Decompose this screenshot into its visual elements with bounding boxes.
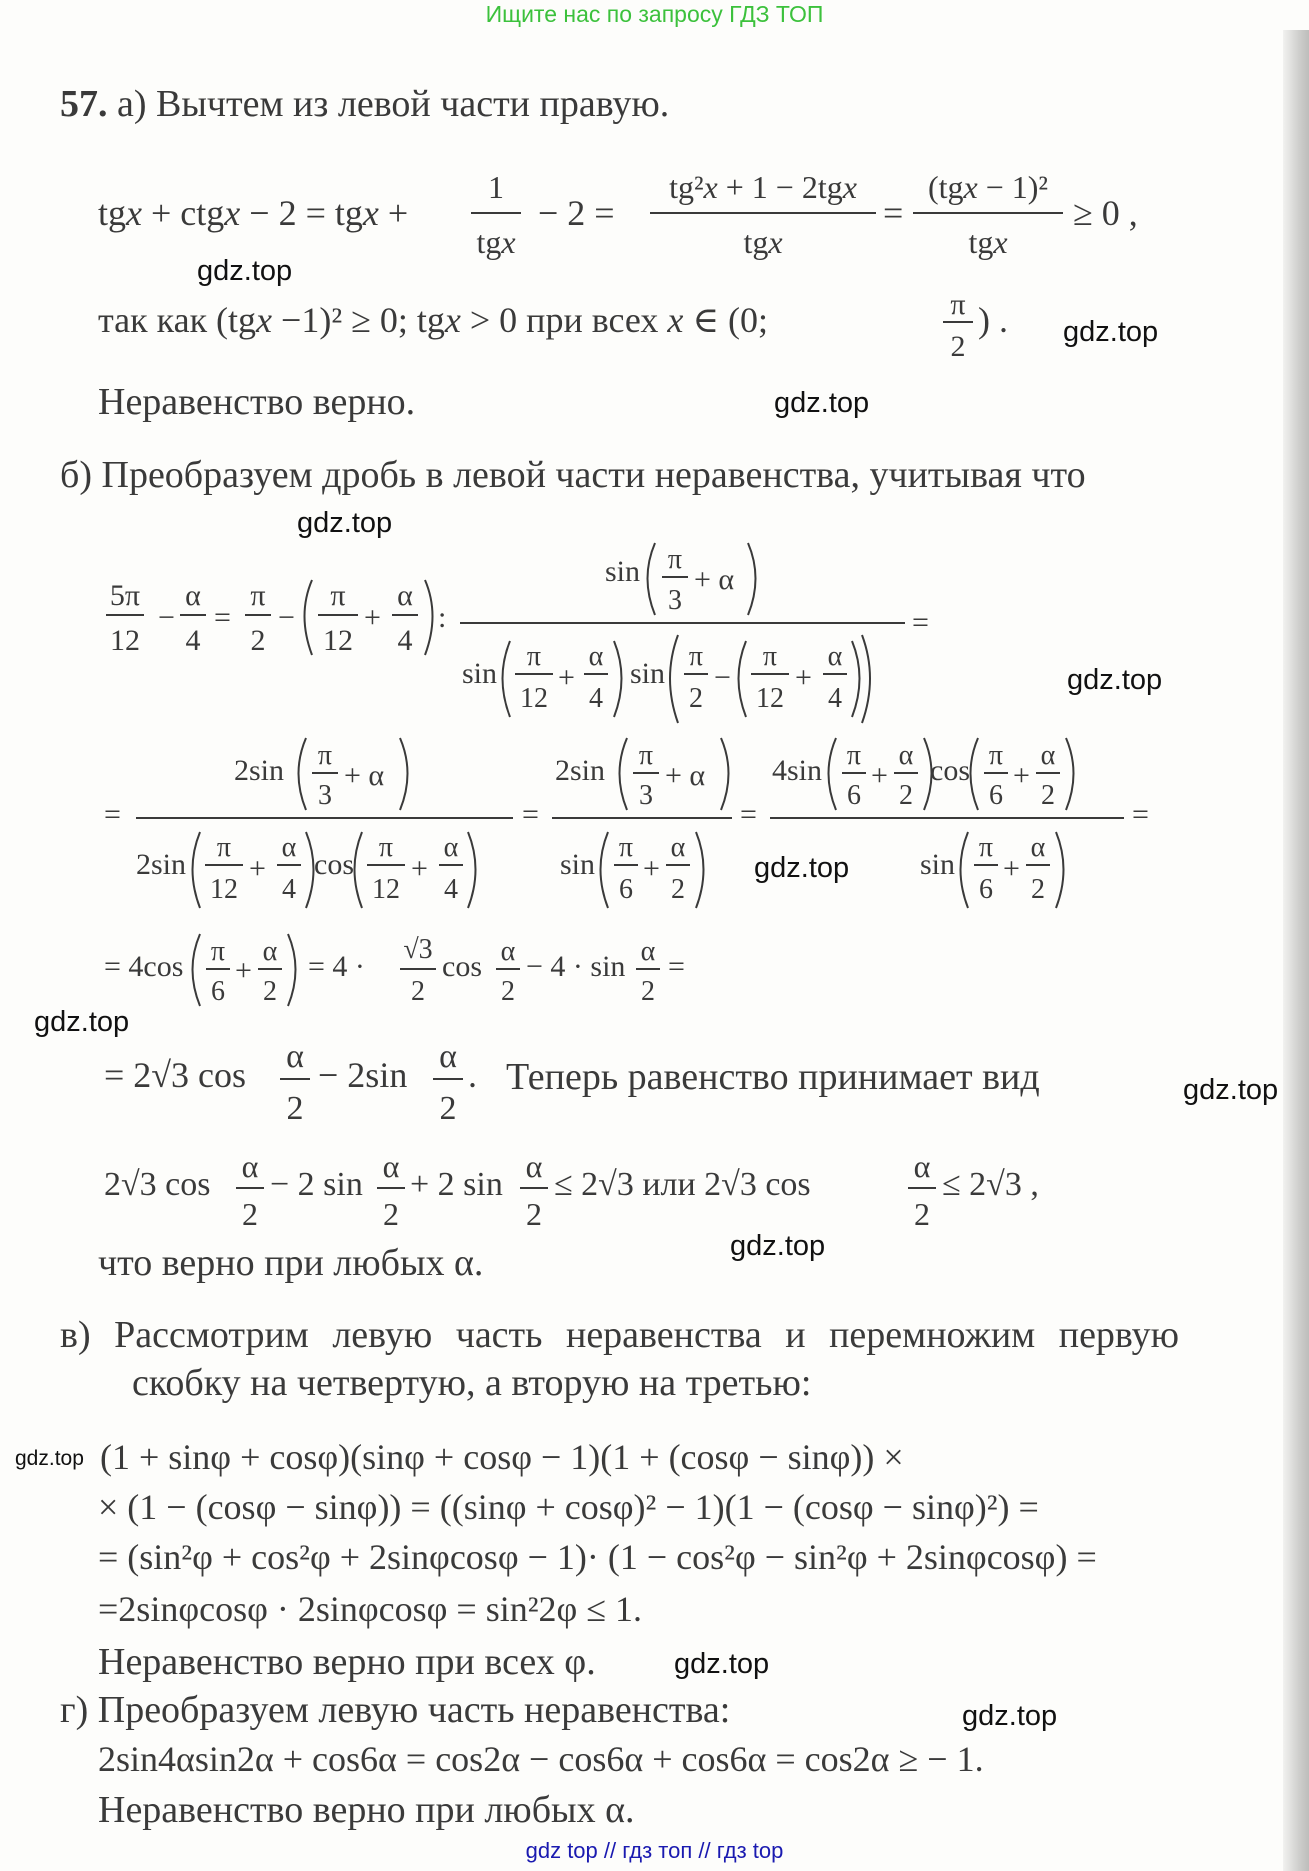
footer-links[interactable]: gdz top // гдз топ // гдз top bbox=[525, 1838, 784, 1863]
page-edge-shadow bbox=[1283, 30, 1309, 1871]
svg-text:−: − bbox=[158, 601, 175, 634]
svg-text:α: α bbox=[670, 832, 686, 863]
svg-text:+: + bbox=[249, 852, 266, 885]
formula-b-1 bbox=[100, 535, 950, 730]
svg-text:+: + bbox=[364, 601, 381, 634]
svg-text:+: + bbox=[235, 954, 252, 987]
svg-text:2: 2 bbox=[689, 683, 703, 714]
svg-text:α: α bbox=[913, 1148, 931, 1184]
formula-b-4 bbox=[100, 1035, 500, 1135]
svg-text:− 2 sin: − 2 sin bbox=[270, 1166, 363, 1203]
problem-a-heading bbox=[60, 84, 669, 126]
svg-text:+: + bbox=[411, 852, 428, 885]
svg-text:α: α bbox=[185, 579, 201, 612]
svg-text:cos: cos bbox=[442, 950, 482, 983]
svg-text:2: 2 bbox=[950, 330, 966, 363]
svg-text:=: = bbox=[214, 601, 231, 634]
svg-text:sin: sin bbox=[920, 848, 956, 881]
svg-text:−: − bbox=[714, 661, 731, 694]
svg-text:α: α bbox=[827, 641, 843, 672]
svg-text:.: . bbox=[468, 1055, 477, 1095]
svg-text:+: + bbox=[1003, 852, 1020, 885]
svg-text:6: 6 bbox=[989, 780, 1003, 811]
svg-text:π: π bbox=[378, 832, 394, 863]
svg-text:2: 2 bbox=[671, 874, 685, 905]
svg-text:α: α bbox=[439, 1038, 457, 1075]
svg-text:2: 2 bbox=[242, 1196, 258, 1232]
svg-text:2: 2 bbox=[383, 1196, 399, 1232]
watermark-text: gdz.top bbox=[1063, 316, 1159, 348]
part-v-intro-2: скобку на четвертую, а вторую на третью: bbox=[132, 1362, 812, 1404]
svg-text:3: 3 bbox=[668, 585, 682, 616]
svg-text:sin: sin bbox=[560, 848, 596, 881]
part-b-conclusion: что верно при любых α. bbox=[98, 1242, 484, 1284]
svg-text:≥ 0 ,: ≥ 0 , bbox=[1073, 193, 1138, 233]
svg-text:4: 4 bbox=[185, 624, 201, 657]
svg-text:2: 2 bbox=[250, 624, 266, 657]
watermark-text: gdz.top bbox=[297, 507, 393, 539]
svg-text:α: α bbox=[898, 740, 914, 771]
part-b-label: б) bbox=[60, 454, 92, 496]
watermark-text: gdz.top bbox=[774, 387, 870, 419]
svg-text:4: 4 bbox=[828, 683, 842, 714]
svg-text:5π: 5π bbox=[109, 579, 141, 612]
svg-text:3: 3 bbox=[639, 780, 653, 811]
svg-text:π: π bbox=[618, 832, 634, 863]
part-v-line-4: =2sinφcosφ · 2sinφcosφ = sin²2φ ≤ 1. bbox=[98, 1589, 643, 1629]
svg-text:α: α bbox=[241, 1148, 259, 1184]
part-a-conclusion: Неравенство верно. bbox=[98, 381, 416, 423]
svg-text:2: 2 bbox=[411, 976, 425, 1007]
svg-text:α: α bbox=[262, 936, 278, 967]
svg-text:− 4 · sin: − 4 · sin bbox=[526, 950, 626, 983]
svg-text:+ α: + α bbox=[694, 563, 735, 596]
watermark-text: gdz.top bbox=[1183, 1074, 1279, 1106]
svg-text:− 2sin: − 2sin bbox=[318, 1055, 408, 1095]
svg-text:6: 6 bbox=[979, 874, 993, 905]
problem-number: 57. bbox=[60, 83, 108, 125]
watermark-text: gdz.top bbox=[730, 1230, 826, 1262]
svg-text:6: 6 bbox=[847, 780, 861, 811]
svg-text:2√3 cos: 2√3 cos bbox=[104, 1166, 211, 1203]
svg-text:4sin: 4sin bbox=[772, 754, 823, 787]
part-g-heading bbox=[60, 1690, 730, 1732]
svg-text:=: = bbox=[1132, 798, 1149, 831]
part-b-intro: Преобразуем дробь в левой части неравенства, учитывая что bbox=[101, 454, 1086, 496]
formula-b-5 bbox=[104, 1143, 1074, 1243]
part-b-heading bbox=[60, 455, 1086, 497]
svg-text:π: π bbox=[978, 832, 994, 863]
svg-text:cos: cos bbox=[314, 848, 354, 881]
svg-text:≤ 2√3 ,: ≤ 2√3 , bbox=[942, 1166, 1039, 1203]
svg-text:(tgx − 1)²: (tgx − 1)² bbox=[927, 169, 1049, 205]
svg-text:α: α bbox=[525, 1148, 543, 1184]
svg-text:2: 2 bbox=[501, 976, 515, 1007]
formula-b-2 bbox=[100, 728, 1170, 918]
svg-text:так как (tgx −1)² ≥ 0; tgx: так как (tgx −1)² ≥ 0; tgx > 0 при всех x ∈ (0; bbox=[98, 300, 769, 340]
part-v-conclusion: Неравенство верно при всех φ. bbox=[98, 1641, 596, 1683]
svg-text:4: 4 bbox=[589, 683, 603, 714]
part-v-label: в) bbox=[60, 1314, 91, 1356]
svg-text:2sin: 2sin bbox=[136, 848, 187, 881]
svg-text:α: α bbox=[397, 579, 413, 612]
svg-text:α: α bbox=[1040, 740, 1056, 771]
svg-text:12: 12 bbox=[323, 624, 353, 657]
svg-text:2sin: 2sin bbox=[555, 754, 606, 787]
svg-text:2: 2 bbox=[286, 1090, 304, 1127]
svg-text:=: = bbox=[522, 798, 539, 831]
svg-text:2: 2 bbox=[1031, 874, 1045, 905]
svg-text:4: 4 bbox=[397, 624, 413, 657]
svg-text:+ α: + α bbox=[665, 759, 706, 792]
svg-text:=: = bbox=[883, 193, 904, 233]
svg-text:=: = bbox=[912, 606, 929, 639]
svg-text:= 2√3 cos: = 2√3 cos bbox=[104, 1055, 247, 1095]
svg-text:=: = bbox=[668, 950, 685, 983]
svg-text:= 4cos: = 4cos bbox=[104, 950, 184, 983]
svg-text:π: π bbox=[762, 641, 778, 672]
svg-text:π: π bbox=[330, 579, 346, 612]
svg-text:π: π bbox=[667, 544, 683, 575]
svg-text:π: π bbox=[638, 740, 654, 771]
svg-text:=: = bbox=[104, 798, 121, 831]
svg-text:2: 2 bbox=[641, 976, 655, 1007]
svg-text:− 2 =: − 2 = bbox=[538, 193, 615, 233]
svg-text:4: 4 bbox=[282, 874, 296, 905]
svg-text:π: π bbox=[950, 288, 966, 321]
svg-text:π: π bbox=[988, 740, 1004, 771]
svg-text:+: + bbox=[795, 661, 812, 694]
svg-text:sin: sin bbox=[630, 657, 666, 690]
watermark-text: gdz.top bbox=[1067, 664, 1163, 696]
svg-text::: : bbox=[438, 601, 447, 634]
svg-text:π: π bbox=[846, 740, 862, 771]
svg-text:+: + bbox=[1013, 759, 1030, 792]
svg-text:= 4 ·: = 4 · bbox=[308, 950, 365, 983]
svg-text:12: 12 bbox=[372, 874, 400, 905]
svg-text:α: α bbox=[500, 936, 516, 967]
part-v-line-3: = (sin²φ + cos²φ + 2sinφcosφ − 1)· (1 − cos²φ − sin²φ + 2sinφcosφ) = bbox=[98, 1537, 1097, 1577]
svg-text:√3: √3 bbox=[403, 934, 433, 965]
svg-text:π: π bbox=[688, 641, 704, 672]
svg-text:3: 3 bbox=[318, 780, 332, 811]
svg-text:4: 4 bbox=[444, 874, 458, 905]
svg-text:2: 2 bbox=[899, 780, 913, 811]
part-v-line-1: (1 + sinφ + cosφ)(sinφ + cosφ − 1)(1 + (cosφ − sinφ)) × bbox=[100, 1437, 904, 1477]
svg-text:6: 6 bbox=[211, 976, 225, 1007]
svg-text:α: α bbox=[640, 936, 656, 967]
svg-text:=: = bbox=[740, 798, 757, 831]
svg-text:2: 2 bbox=[439, 1090, 457, 1127]
svg-text:α: α bbox=[286, 1038, 304, 1075]
part-a-label: а) bbox=[117, 83, 147, 125]
svg-text:α: α bbox=[1030, 832, 1046, 863]
svg-text:) .: ) . bbox=[978, 300, 1008, 340]
part-v-heading bbox=[60, 1315, 1179, 1357]
part-v-intro-1: Рассмотрим левую часть неравенства и перемножим первую bbox=[114, 1314, 1179, 1356]
svg-text:sin: sin bbox=[462, 657, 498, 690]
svg-text:π: π bbox=[526, 641, 542, 672]
svg-text:α: α bbox=[588, 641, 604, 672]
svg-text:tg²x + 1 − 2tgx: tg²x + 1 − 2tgx bbox=[669, 169, 857, 205]
part-v-line-2: × (1 − (cosφ − sinφ)) = ((sinφ + cosφ)² − 1)(1 − (cosφ − sinφ)²) = bbox=[98, 1487, 1039, 1527]
svg-text:tgx: tgx bbox=[968, 224, 1008, 260]
svg-text:6: 6 bbox=[619, 874, 633, 905]
formula-b-3 bbox=[100, 920, 720, 1015]
svg-text:α: α bbox=[443, 832, 459, 863]
svg-text:2: 2 bbox=[526, 1196, 542, 1232]
svg-text:π: π bbox=[317, 740, 333, 771]
svg-text:cos: cos bbox=[930, 754, 970, 787]
watermark-text: gdz.top bbox=[674, 1648, 770, 1680]
svg-text:2: 2 bbox=[914, 1196, 930, 1232]
svg-text:+ α: + α bbox=[344, 759, 385, 792]
svg-text:tgx: tgx bbox=[743, 224, 783, 260]
svg-text:12: 12 bbox=[210, 874, 238, 905]
formula-a-1 bbox=[98, 160, 1178, 270]
watermark-text: gdz.top bbox=[197, 255, 293, 287]
part-g-conclusion: Неравенство верно при любых α. bbox=[98, 1789, 635, 1831]
svg-text:12: 12 bbox=[756, 683, 784, 714]
svg-text:12: 12 bbox=[110, 624, 140, 657]
svg-text:tgx + ctgx − 2 = tgx +: tgx + ctgx − 2 = tgx + bbox=[98, 193, 409, 233]
svg-text:2: 2 bbox=[1041, 780, 1055, 811]
svg-text:+: + bbox=[643, 852, 660, 885]
watermark-text: gdz.top bbox=[754, 852, 850, 884]
svg-text:π: π bbox=[210, 936, 226, 967]
svg-text:sin: sin bbox=[605, 555, 641, 588]
svg-text:2sin: 2sin bbox=[234, 754, 285, 787]
formula-b-4-text: Теперь равенство принимает вид bbox=[506, 1056, 1040, 1098]
svg-text:≤ 2√3 или 2√3 cos: ≤ 2√3 или 2√3 cos bbox=[554, 1166, 811, 1203]
svg-text:−: − bbox=[278, 601, 295, 634]
svg-text:1: 1 bbox=[488, 169, 504, 205]
svg-text:+ 2 sin: + 2 sin bbox=[410, 1166, 503, 1203]
svg-text:+: + bbox=[558, 661, 575, 694]
svg-text:π: π bbox=[216, 832, 232, 863]
svg-text:12: 12 bbox=[520, 683, 548, 714]
part-a-intro: Вычтем из левой части правую. bbox=[156, 83, 670, 125]
svg-text:+: + bbox=[871, 759, 888, 792]
part-g-intro: Преобразуем левую часть неравенства: bbox=[97, 1689, 731, 1731]
svg-text:α: α bbox=[382, 1148, 400, 1184]
watermark-text: gdz.top bbox=[15, 1447, 84, 1470]
header-search-link[interactable]: Ищите нас по запросу ГДЗ ТОП bbox=[485, 1, 824, 27]
watermark-text: gdz.top bbox=[34, 1006, 130, 1038]
svg-text:tgx: tgx bbox=[476, 224, 516, 260]
part-g-label: г) bbox=[60, 1689, 89, 1731]
svg-text:π: π bbox=[250, 579, 266, 612]
formula-a-reason bbox=[98, 290, 1028, 370]
svg-text:α: α bbox=[281, 832, 297, 863]
part-g-line-1: 2sin4αsin2α + cos6α = cos2α − cos6α + cos6α = cos2α ≥ − 1. bbox=[98, 1739, 984, 1779]
svg-text:2: 2 bbox=[263, 976, 277, 1007]
watermark-text: gdz.top bbox=[962, 1700, 1058, 1732]
